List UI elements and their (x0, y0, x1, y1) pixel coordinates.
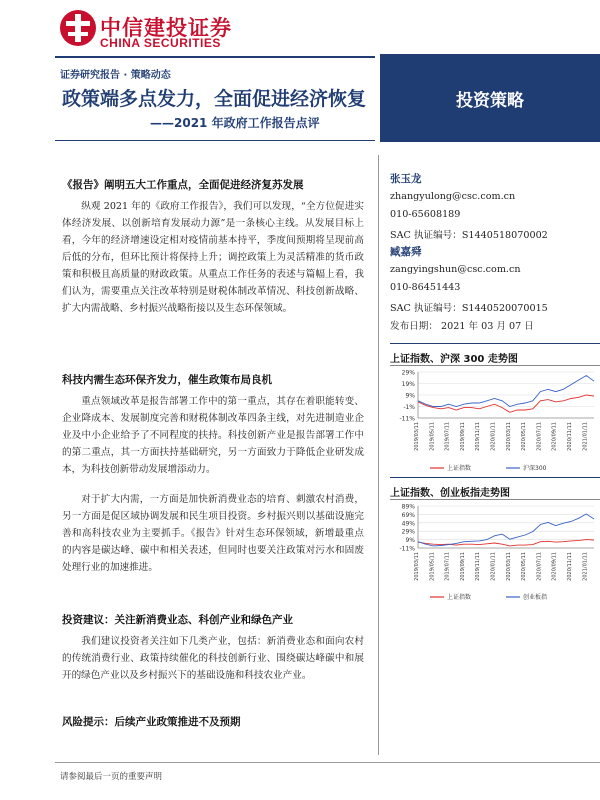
chart-2-ytick-label: 49% (401, 520, 415, 528)
chart-2-ytick-label: 89% (401, 503, 415, 511)
footer-divider (55, 762, 600, 763)
chart-1-xtick-label: 2020/11/11 (567, 422, 574, 451)
chart-2-ytick-label: 69% (401, 511, 415, 519)
footer-disclaimer: 请参阅最后一页的重要声明 (60, 772, 163, 782)
analyst-1-license: SAC 执证编号：S1440518070002 (390, 230, 548, 241)
chart-1-ytick-label: 29% (401, 369, 415, 377)
chart-1-ytick-label: 9% (405, 392, 415, 400)
chart-2-xtick-label: 2019/05/11 (429, 552, 436, 581)
chart-1-xtick-label: 2019/11/11 (475, 422, 482, 451)
category-label: 投资策略 (456, 90, 524, 111)
publish-date: 发布日期： 2021 年 03 月 07 日 (390, 321, 534, 332)
page-title: 政策端多点发力，全面促进经济恢复 (62, 88, 367, 110)
chart-1-xtick-label: 2020/01/11 (490, 422, 497, 451)
analyst-2-license: SAC 执证编号：S1440520070015 (390, 303, 548, 314)
chart-1-xtick-label: 2020/07/11 (536, 422, 543, 451)
chart-1-title: 上证指数、沪深 300 走势图 (390, 354, 518, 365)
chart-2-xtick-label: 2020/05/11 (521, 552, 528, 581)
chart-2-xtick-label: 2020/01/11 (490, 552, 497, 581)
chart-1-xtick-label: 2019/07/11 (444, 422, 451, 451)
chart-2-xtick-label: 2019/11/11 (475, 552, 482, 581)
company-name-cn: 中信建投证券 (100, 16, 232, 40)
chart-2-legend-label: 上证指数 (447, 594, 472, 601)
chart-1-xtick-label: 2020/03/11 (505, 422, 512, 451)
chart-2-xtick-label: 2019/07/11 (444, 552, 451, 581)
chart-2-title: 上证指数、创业板指走势图 (390, 488, 510, 499)
report-type: 证券研究报告 · 策略动态 (60, 70, 171, 81)
section-heading-3: 投资建议：关注新消费业态、科创产业和绿色产业 (62, 614, 293, 626)
chart-1-xtick-label: 2019/05/11 (429, 422, 436, 451)
chart-1-ytick-label: 19% (401, 381, 415, 388)
chart-1-ytick-label: -11% (399, 415, 415, 423)
company-name-en: CHINA SECURITIES (100, 36, 221, 50)
chart-1-xtick-label: 2020/05/11 (521, 422, 528, 451)
section-3-paragraph: 我们建议投资者关注如下几类产业，包括：新消费业态和面向农村的传统消费行业、政策持续催化的科技创新行业、围绕碳达峰碳中和展开的绿色产业以及乡村振兴下的基础设施和科技农业产业。 (62, 636, 364, 681)
chart-2-legend-label: 创业板指 (523, 594, 548, 601)
section-heading-1: 《报告》阐明五大工作重点，全面促进经济复苏发展 (62, 179, 304, 191)
chart-1-xtick-label: 2019/03/11 (414, 422, 420, 451)
chart-2-xtick-label: 2020/07/11 (536, 552, 543, 581)
chart-2-xtick-label: 2020/03/11 (505, 552, 512, 581)
analyst-1-phone: 010-65608189 (390, 209, 461, 220)
column-divider (378, 155, 379, 755)
section-heading-2: 科技内需生态环保齐发力，催生政策布局良机 (62, 374, 272, 386)
chart-1-xtick-label: 2021/01/11 (582, 422, 589, 451)
chart-1-series-line (418, 376, 594, 407)
analyst-1-name: 张玉龙 (390, 173, 422, 185)
company-logo-icon (58, 8, 98, 48)
chart-1-top-rule (390, 343, 600, 344)
section-heading-4: 风险提示：后续产业政策推进不及预期 (62, 716, 241, 728)
chart-2-xtick-label: 2019/03/11 (414, 552, 420, 581)
title-divider (55, 140, 375, 141)
chart-2-xtick-label: 2020/11/11 (567, 552, 574, 581)
header-divider (55, 56, 375, 58)
analyst-2-email[interactable]: zangyingshun@csc.com.cn (390, 264, 521, 275)
chart-1 (388, 366, 600, 474)
analyst-2-phone: 010-86451443 (390, 282, 461, 293)
chart-1-ytick-label: -1% (403, 404, 415, 411)
section-1-paragraph: 纵观 2021 年的《政府工作报告》，我们可以发现，“全方位促进实体经济发展、以创新培育发展动力源”是一条核心主线。从发展目标上看，今年的经济增速设定相对疫情前基本持平，季度间预期将呈现前高后低的分布，但环比预计将保持上升；调控政策上为灵活精准的货币政策和积极且高质量的财政政策。从重点工作任务的表述与篇幅上看，我们认为，需要重点关注改革特别是财税体制改革情况、科技创新战略、扩大内需战略、乡村振兴战略衔接以及生态环保领域。 (62, 201, 364, 314)
chart-1-xtick-label: 2020/09/11 (551, 422, 558, 451)
chart-2-ytick-label: 29% (401, 528, 415, 536)
section-2-paragraph-2: 对于扩大内需，一方面是加快新消费业态的培育、刺激农村消费，另一方面是促区域协调发展和民生项目投资。乡村振兴则以基础设施完善和高科技农业为主要抓手。《报告》针对生态环保领域，新增最重点的内容是碳达峰、碳中和相关表述，但同时也要关注政策对污水和固废处理行业的加速推进。 (62, 494, 364, 573)
chart-2-ytick-label: 9% (405, 537, 415, 545)
page-subtitle: ——2021 年政府工作报告点评 (150, 116, 320, 130)
section-2-paragraph-1: 重点领域改革是报告部署工作中的第一重点，其存在着职能转变、企业降成本、发展制度完善和财税体制改革四条主线，对先进制造业企业及中小企业给予了不同程度的扶持。科技创新产业是报告部署工作中的第二重点，其一方面扶持基础研究，另一方面致力于降低企业研发成本，为科技创新带动发展增添动力。 (62, 396, 364, 475)
chart-2-ytick-label: -11% (399, 545, 415, 553)
chart-2-xtick-label: 2021/01/11 (582, 552, 589, 581)
chart-2 (388, 500, 600, 602)
chart-1-legend-label: 上证指数 (447, 465, 472, 472)
chart-1-xtick-label: 2019/09/11 (459, 422, 466, 451)
chart-2-xtick-label: 2020/09/11 (551, 552, 558, 581)
analyst-1-email[interactable]: zhangyulong@csc.com.cn (390, 191, 516, 202)
chart-1-legend-label: 沪深300 (523, 465, 547, 472)
chart-2-xtick-label: 2019/09/11 (459, 552, 466, 581)
analyst-2-name: 臧嘉舜 (390, 246, 422, 258)
chart-2-top-rule (390, 477, 600, 478)
